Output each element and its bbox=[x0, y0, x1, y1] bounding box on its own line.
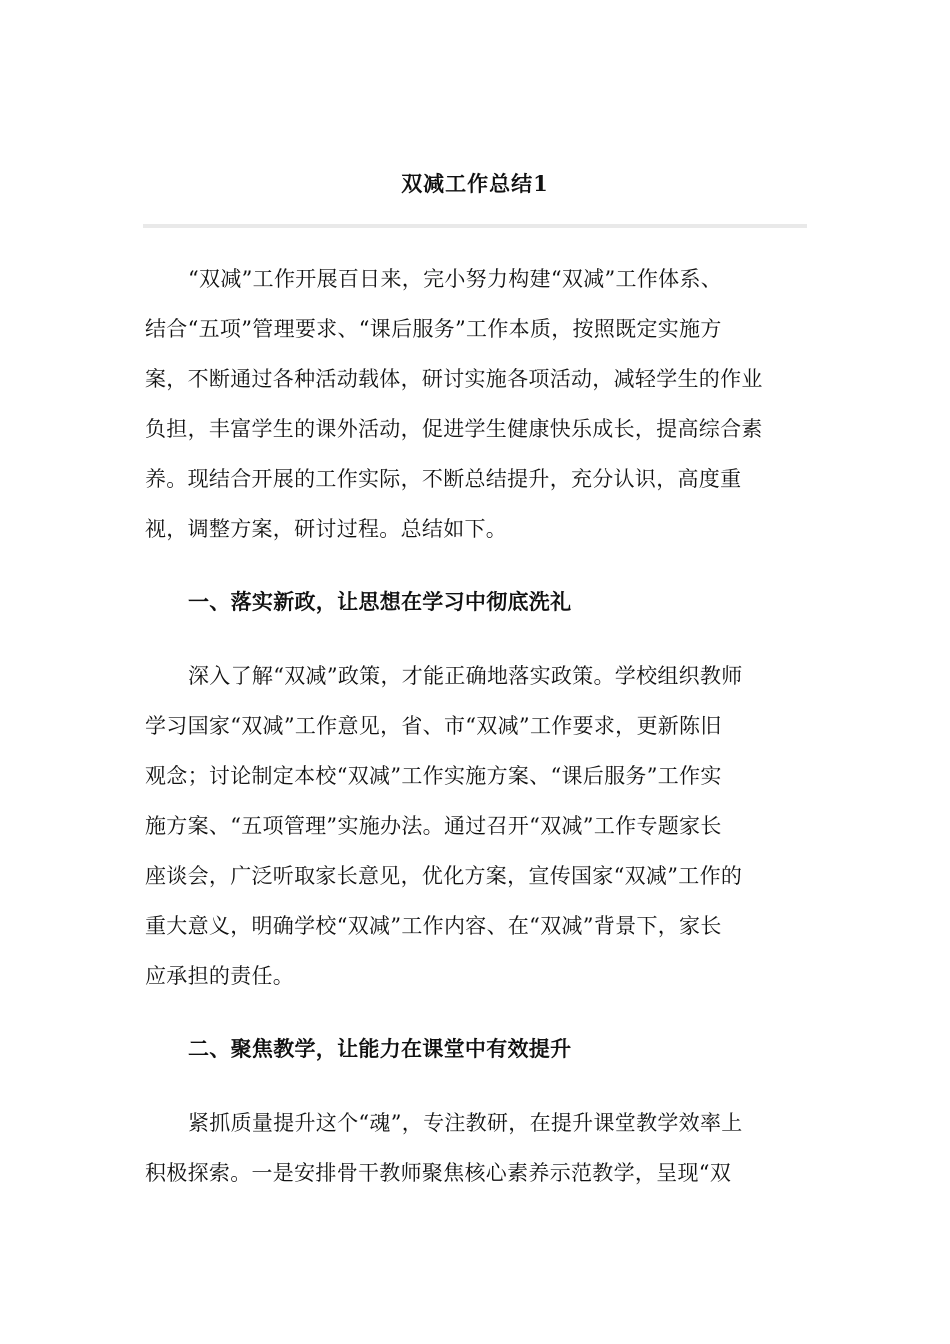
body-line: 观念；讨论制定本校“双减”工作实施方案、“课后服务”工作实 bbox=[145, 764, 722, 788]
body-line: 应承担的责任。 bbox=[145, 964, 295, 988]
section-heading: 一、落实新政，让思想在学习中彻底洗礼 bbox=[188, 589, 572, 614]
body-line: 紧抓质量提升这个“魂”，专注教研，在提升课堂教学效率上 bbox=[188, 1111, 743, 1135]
intro-line: 结合“五项”管理要求、“课后服务”工作本质，按照既定实施方 bbox=[145, 317, 722, 341]
intro-line: 案，不断通过各种活动载体，研讨实施各项活动，减轻学生的作业 bbox=[145, 367, 763, 391]
body-line: 积极探索。一是安排骨干教师聚焦核心素养示范教学，呈现“双 bbox=[145, 1161, 732, 1185]
intro-line: 负担，丰富学生的课外活动，促进学生健康快乐成长，提高综合素 bbox=[145, 417, 763, 441]
body-line: 学习国家“双减”工作意见，省、市“双减”工作要求，更新陈旧 bbox=[145, 714, 722, 738]
document-title: 双减工作总结1 bbox=[401, 171, 549, 196]
intro-line: “双减”工作开展百日来，完小努力构建“双减”工作体系、 bbox=[188, 267, 723, 291]
section-heading: 二、聚焦教学，让能力在课堂中有效提升 bbox=[188, 1036, 572, 1061]
intro-line: 视，调整方案，研讨过程。总结如下。 bbox=[145, 517, 508, 541]
title-divider bbox=[143, 224, 807, 228]
body-line: 施方案、“五项管理”实施办法。通过召开“双减”工作专题家长 bbox=[145, 814, 722, 838]
intro-line: 养。现结合开展的工作实际，不断总结提升，充分认识，高度重 bbox=[145, 467, 742, 491]
body-line: 深入了解“双减”政策，才能正确地落实政策。学校组织教师 bbox=[188, 664, 743, 688]
body-line: 座谈会，广泛听取家长意见，优化方案，宣传国家“双减”工作的 bbox=[145, 864, 743, 888]
body-line: 重大意义，明确学校“双减”工作内容、在“双减”背景下，家长 bbox=[145, 914, 722, 938]
